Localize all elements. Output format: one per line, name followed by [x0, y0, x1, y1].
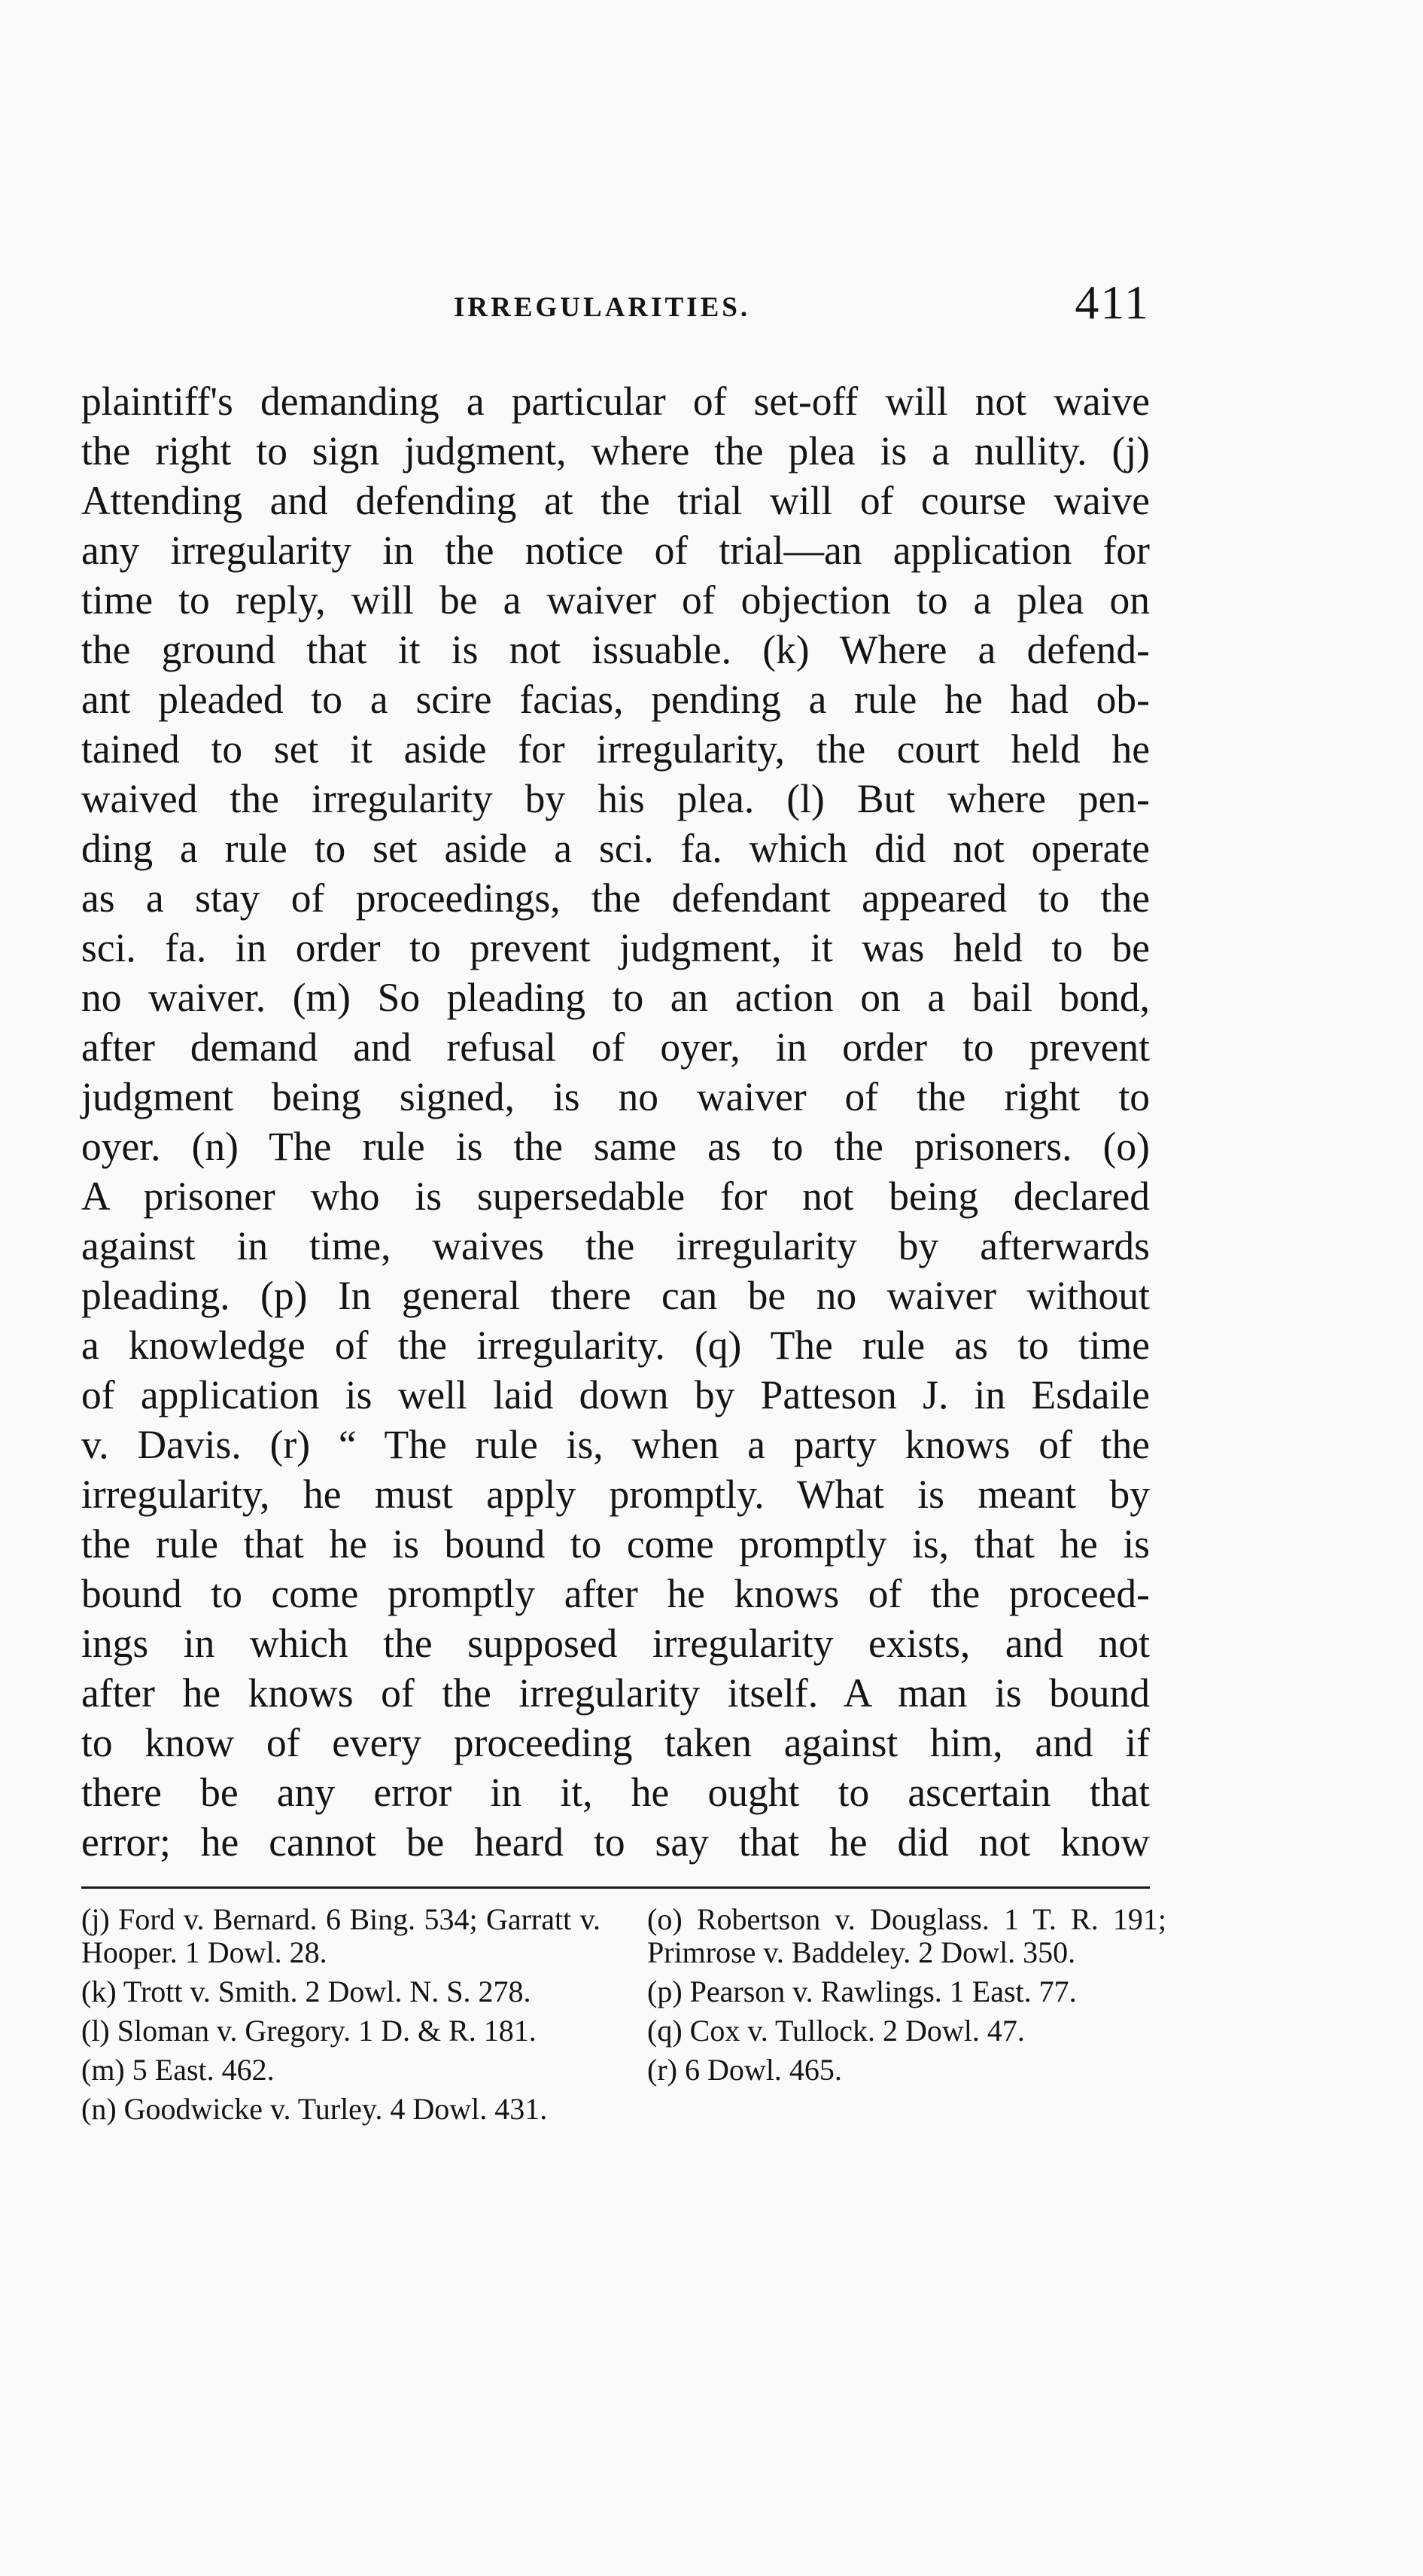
body-line: a knowledge of the irregularity. (q) The rule as to time	[81, 1323, 1150, 1368]
footnote-divider	[81, 1886, 1150, 1889]
page-number: 411	[1075, 276, 1150, 329]
footnote: (k) Trott v. Smith. 2 Dowl. N. S. 278.	[81, 1975, 531, 2008]
body-line: no waiver. (m) So pleading to an action on a bail bond,	[81, 975, 1150, 1020]
body-line: Attending and defending at the trial will of course waive	[81, 478, 1150, 523]
body-line: error; he cannot be heard to say that he did not know	[81, 1819, 1150, 1865]
footnotes-right-column	[647, 1903, 1166, 2093]
footnote: (l) Sloman v. Gregory. 1 D. & R. 181.	[81, 2014, 537, 2048]
footnotes-left-column	[81, 1903, 601, 2132]
body-line: A prisoner who is supersedable for not being declared	[81, 1174, 1150, 1219]
footnote: (p) Pearson v. Rawlings. 1 East. 77.	[647, 1975, 1077, 2008]
footnote: (n) Goodwicke v. Turley. 4 Dowl. 431.	[81, 2092, 548, 2126]
body-line: against in time, waives the irregularity by afterwards	[81, 1223, 1150, 1268]
body-line: of application is well laid down by Patteson J. in Esdaile	[81, 1372, 1150, 1417]
body-line: tained to set it aside for irregularity, the court held he	[81, 726, 1150, 772]
body-line: v. Davis. (r) “ The rule is, when a party knows of the	[81, 1422, 1150, 1467]
body-line: the right to sign judgment, where the plea is a nullity. (j)	[81, 428, 1150, 473]
running-head: IRREGULARITIES.	[454, 292, 751, 323]
body-text	[81, 376, 1150, 1867]
body-line: to know of every proceeding taken against him, and if	[81, 1720, 1150, 1765]
body-line: as a stay of proceedings, the defendant appeared to the	[81, 875, 1150, 921]
footnote: (j) Ford v. Bernard. 6 Bing. 534; Garratt v. Hooper. 1 Dowl. 28.	[81, 1902, 601, 1969]
body-line: oyer. (n) The rule is the same as to the prisoners. (o)	[81, 1124, 1150, 1169]
body-line: judgment being signed, is no waiver of the right to	[81, 1074, 1150, 1119]
body-line: irregularity, he must apply promptly. What is meant by	[81, 1472, 1150, 1517]
body-line: sci. fa. in order to prevent judgment, it was held to be	[81, 925, 1150, 970]
footnote: (r) 6 Dowl. 465.	[647, 2053, 842, 2087]
body-line: there be any error in it, he ought to ascertain that	[81, 1770, 1150, 1815]
body-line: the ground that it is not issuable. (k) Where a defend-	[81, 627, 1150, 672]
body-line: ant pleaded to a scire facias, pending a rule he had ob-	[81, 677, 1150, 722]
body-line: after he knows of the irregularity itself. A man is bound	[81, 1670, 1150, 1716]
body-line: plaintiff's demanding a particular of set-off will not waive	[81, 379, 1150, 424]
body-line: bound to come promptly after he knows of the proceed-	[81, 1571, 1150, 1616]
page-header	[81, 275, 1150, 335]
body-line: ings in which the supposed irregularity exists, and not	[81, 1621, 1150, 1666]
body-line: the rule that he is bound to come promptly is, that he is	[81, 1521, 1150, 1567]
body-line: any irregularity in the notice of trial—an application for	[81, 528, 1150, 573]
body-line: after demand and refusal of oyer, in order to prevent	[81, 1025, 1150, 1070]
footnote: (q) Cox v. Tullock. 2 Dowl. 47.	[647, 2014, 1025, 2048]
footnote: (o) Robertson v. Douglass. 1 T. R. 191; Primrose v. Baddeley. 2 Dowl. 350.	[647, 1902, 1166, 1969]
body-line: pleading. (p) In general there can be no waiver without	[81, 1273, 1150, 1318]
body-line: waived the irregularity by his plea. (l) But where pen-	[81, 776, 1150, 821]
footnote: (m) 5 East. 462.	[81, 2053, 275, 2087]
body-line: time to reply, will be a waiver of objection to a plea on	[81, 577, 1150, 623]
body-line: ding a rule to set aside a sci. fa. which did not operate	[81, 826, 1150, 871]
